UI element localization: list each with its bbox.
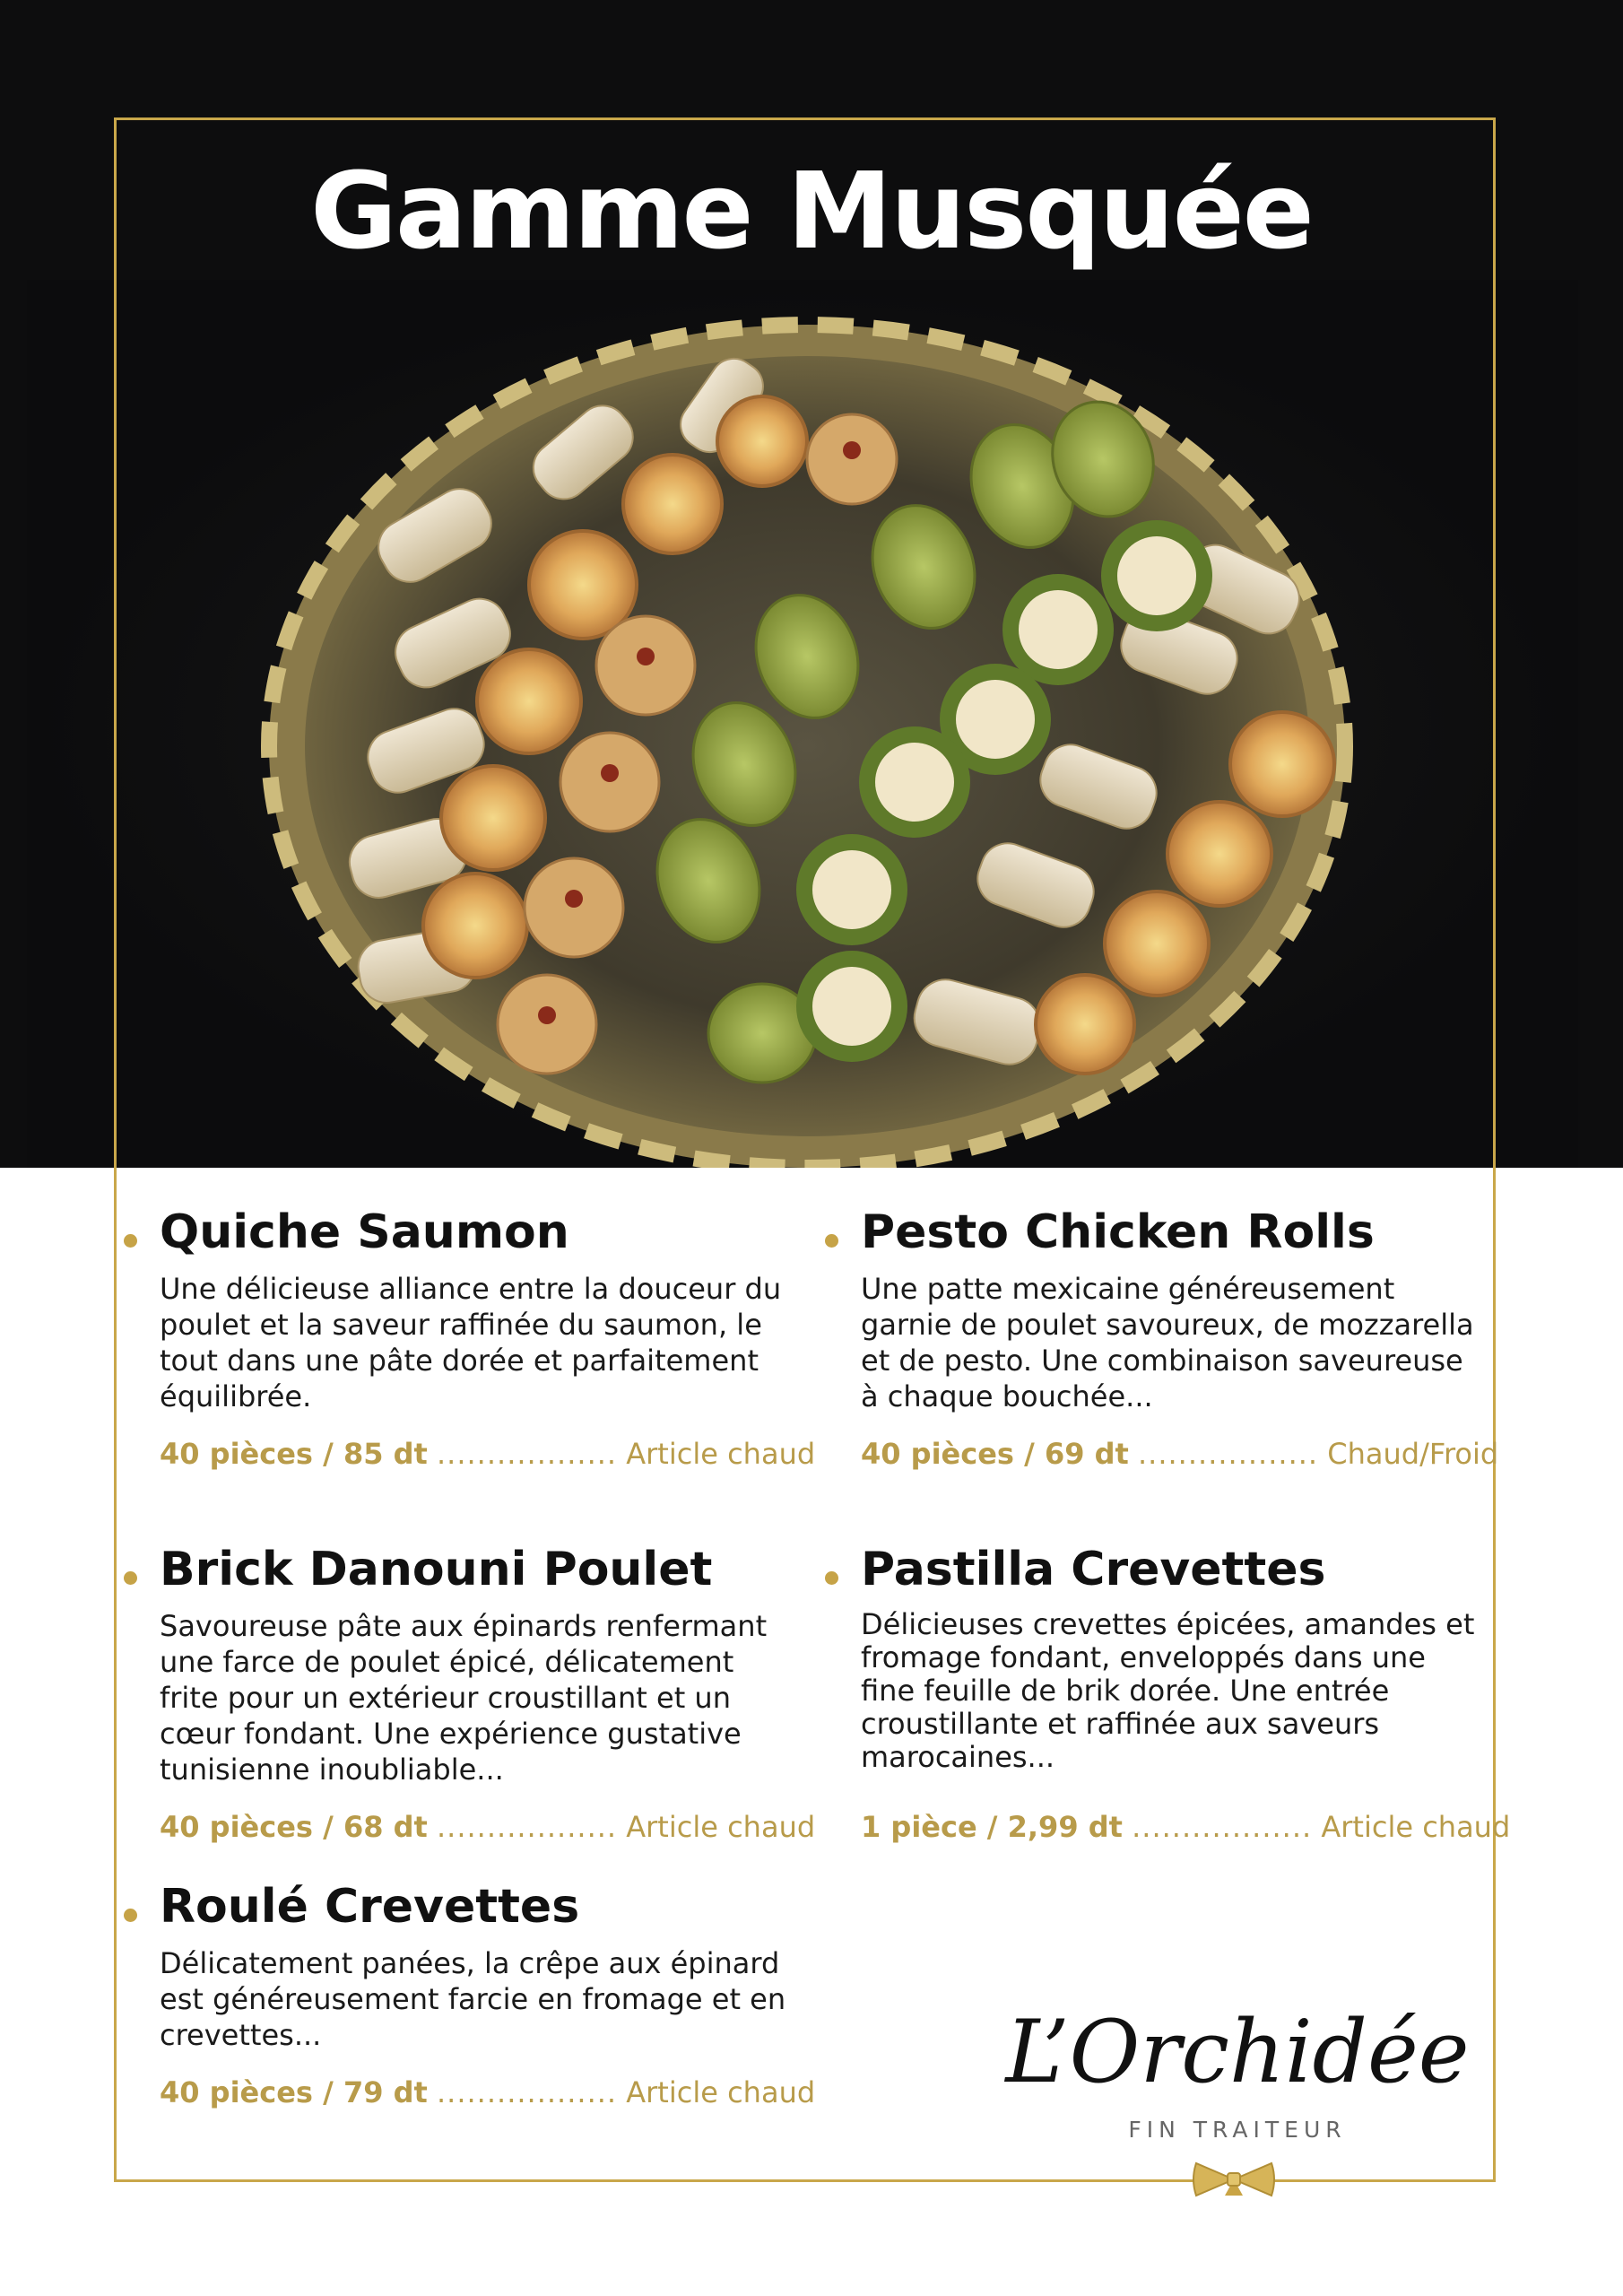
item-price-line (160, 1437, 815, 1471)
dot-leader: .................. (1137, 1437, 1319, 1471)
brand-logo (995, 2002, 1480, 2197)
dot-leader: .................. (1132, 1810, 1313, 1844)
item-quantity-price: 40 pièces / 68 dt (160, 1810, 428, 1844)
item-description: Délicieuses crevettes épicées, amandes et fromage fondant, enveloppés dans une fine feuille de brik dorée. Une entrée croustillante et raffinée aux saveurs marocaines... (861, 1607, 1475, 1775)
item-quantity-price: 1 pièce / 2,99 dt (861, 1810, 1123, 1844)
catering-platter-illustration (27, 280, 1578, 1168)
dot-leader: .................. (436, 1810, 618, 1844)
item-service: Article chaud (626, 1437, 816, 1471)
dot-leader: .................. (436, 1437, 618, 1471)
item-price-line (160, 2075, 815, 2109)
menu-item (160, 1880, 816, 2109)
item-name: Quiche Saumon (160, 1205, 569, 1259)
item-description: Une délicieuse alliance entre la douceur du poulet et la saveur raffinée du saumon, le tout dans une pâte dorée et parfaitement équilibrée. (160, 1272, 782, 1414)
page-title: Gamme Musquée (310, 149, 1313, 273)
menu-item (160, 1205, 816, 1471)
menu-item (861, 1543, 1511, 1844)
logo-name: L’Orchidée (1005, 2002, 1470, 2102)
item-name: Roulé Crevettes (160, 1880, 580, 1934)
item-description: Une patte mexicaine généreusement garnie de poulet savoureux, de mozzarella et de pesto. Une combinaison saveureuse à chaque bouchée... (861, 1272, 1474, 1414)
menu-item (861, 1205, 1499, 1471)
logo-tagline: FIN TRAITEUR (1128, 2117, 1347, 2143)
item-price-line (861, 1810, 1510, 1844)
item-quantity-price: 40 pièces / 79 dt (160, 2075, 428, 2109)
item-price-line (861, 1437, 1498, 1471)
bullet-icon (124, 1234, 137, 1248)
item-name: Pesto Chicken Rolls (861, 1205, 1375, 1259)
bow-tie-icon (1189, 2160, 1279, 2199)
bullet-icon (124, 1909, 137, 1922)
bullet-icon (825, 1571, 838, 1585)
item-description: Savoureuse pâte aux épinards renfermant une farce de poulet épicé, délicatement frite pour un extérieur croustillant et un cœur fondant. Une expérience gustative tunisienne inoubliable... (160, 1609, 768, 1787)
item-name: Pastilla Crevettes (861, 1543, 1326, 1596)
bullet-icon (124, 1571, 137, 1585)
bullet-icon (825, 1234, 838, 1248)
menu-item (160, 1543, 816, 1844)
dot-leader: .................. (436, 2075, 618, 2109)
item-service: Chaud/Froid (1327, 1437, 1499, 1471)
item-name: Brick Danouni Poulet (160, 1543, 713, 1596)
item-service: Article chaud (626, 1810, 816, 1844)
item-quantity-price: 40 pièces / 85 dt (160, 1437, 428, 1471)
item-service: Article chaud (626, 2075, 816, 2109)
platter-photo (27, 280, 1578, 1168)
item-service: Article chaud (1321, 1810, 1511, 1844)
item-description: Délicatement panées, la crêpe aux épinard est généreusement farcie en fromage et en crevettes... (160, 1946, 786, 2053)
item-price-line (160, 1810, 815, 1844)
item-quantity-price: 40 pièces / 69 dt (861, 1437, 1129, 1471)
